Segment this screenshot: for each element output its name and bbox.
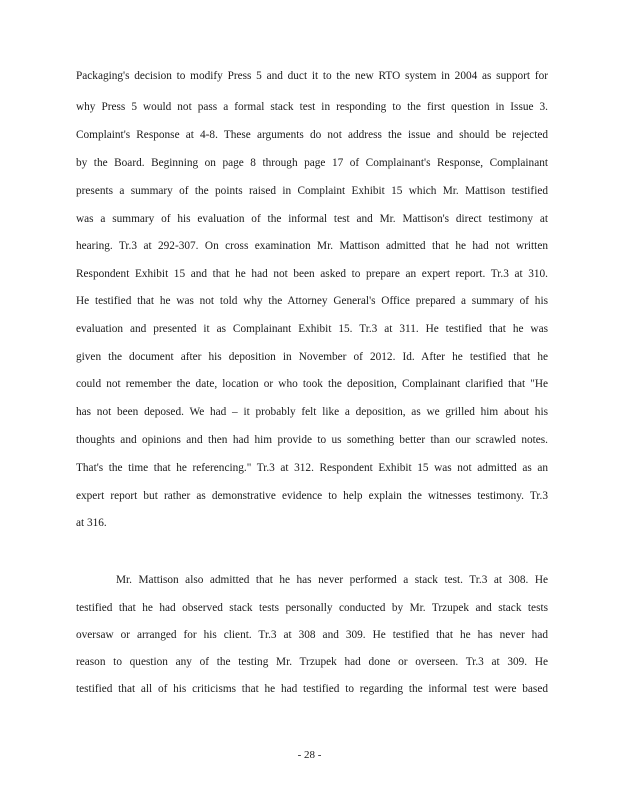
text-line: has not been deposed. We had – it probably felt like a deposition, as we grilled him about his (76, 406, 548, 418)
text-line: evaluation and presented it as Complainant Exhibit 15. Tr.3 at 311. He testified that he was (76, 323, 548, 335)
text-line: expert report but rather as demonstrative evidence to help explain the witnesses testimony. Tr.3 (76, 490, 548, 502)
text-line: Packaging's decision to modify Press 5 and duct it to the new RTO system in 2004 as support for (76, 70, 548, 82)
text-line: why Press 5 would not pass a formal stack test in responding to the first question in Issue 3. (76, 101, 548, 113)
text-line: hearing. Tr.3 at 292-307. On cross examination Mr. Mattison admitted that he had not written (76, 240, 548, 252)
text-line: reason to question any of the testing Mr. Trzupek had done or overseen. Tr.3 at 309. He (76, 656, 548, 668)
text-line: He testified that he was not told why the Attorney General's Office prepared a summary of his (76, 295, 548, 307)
text-line: by the Board. Beginning on page 8 through page 17 of Complainant's Response, Complainant (76, 157, 548, 169)
text-line: could not remember the date, location or who took the deposition, Complainant clarified that "He (76, 378, 548, 390)
text-line: Respondent Exhibit 15 and that he had not been asked to prepare an expert report. Tr.3 at 310. (76, 268, 548, 280)
text-line: presents a summary of the points raised in Complaint Exhibit 15 which Mr. Mattison testified (76, 185, 548, 197)
text-line: at 316. (76, 517, 107, 529)
text-line: Mr. Mattison also admitted that he has never performed a stack test. Tr.3 at 308. He (116, 574, 548, 586)
text-line: Complaint's Response at 4-8. These arguments do not address the issue and should be rejected (76, 129, 548, 141)
text-line: That's the time that he referencing." Tr.3 at 312. Respondent Exhibit 15 was not admitted as an (76, 462, 548, 474)
text-line: was a summary of his evaluation of the informal test and Mr. Mattison's direct testimony at (76, 213, 548, 225)
page-number: - 28 - (297, 749, 322, 761)
text-line: thoughts and opinions and then had him provide to us something better than our scrawled notes. (76, 434, 548, 446)
text-line: testified that he had observed stack tests personally conducted by Mr. Trzupek and stack tests (76, 602, 548, 614)
text-line: given the document after his deposition in November of 2012. Id. After he testified that he (76, 351, 548, 363)
text-line: oversaw or arranged for his client. Tr.3 at 308 and 309. He testified that he has never had (76, 629, 548, 641)
text-line: testified that all of his criticisms that he had testified to regarding the informal test were based (76, 683, 548, 695)
